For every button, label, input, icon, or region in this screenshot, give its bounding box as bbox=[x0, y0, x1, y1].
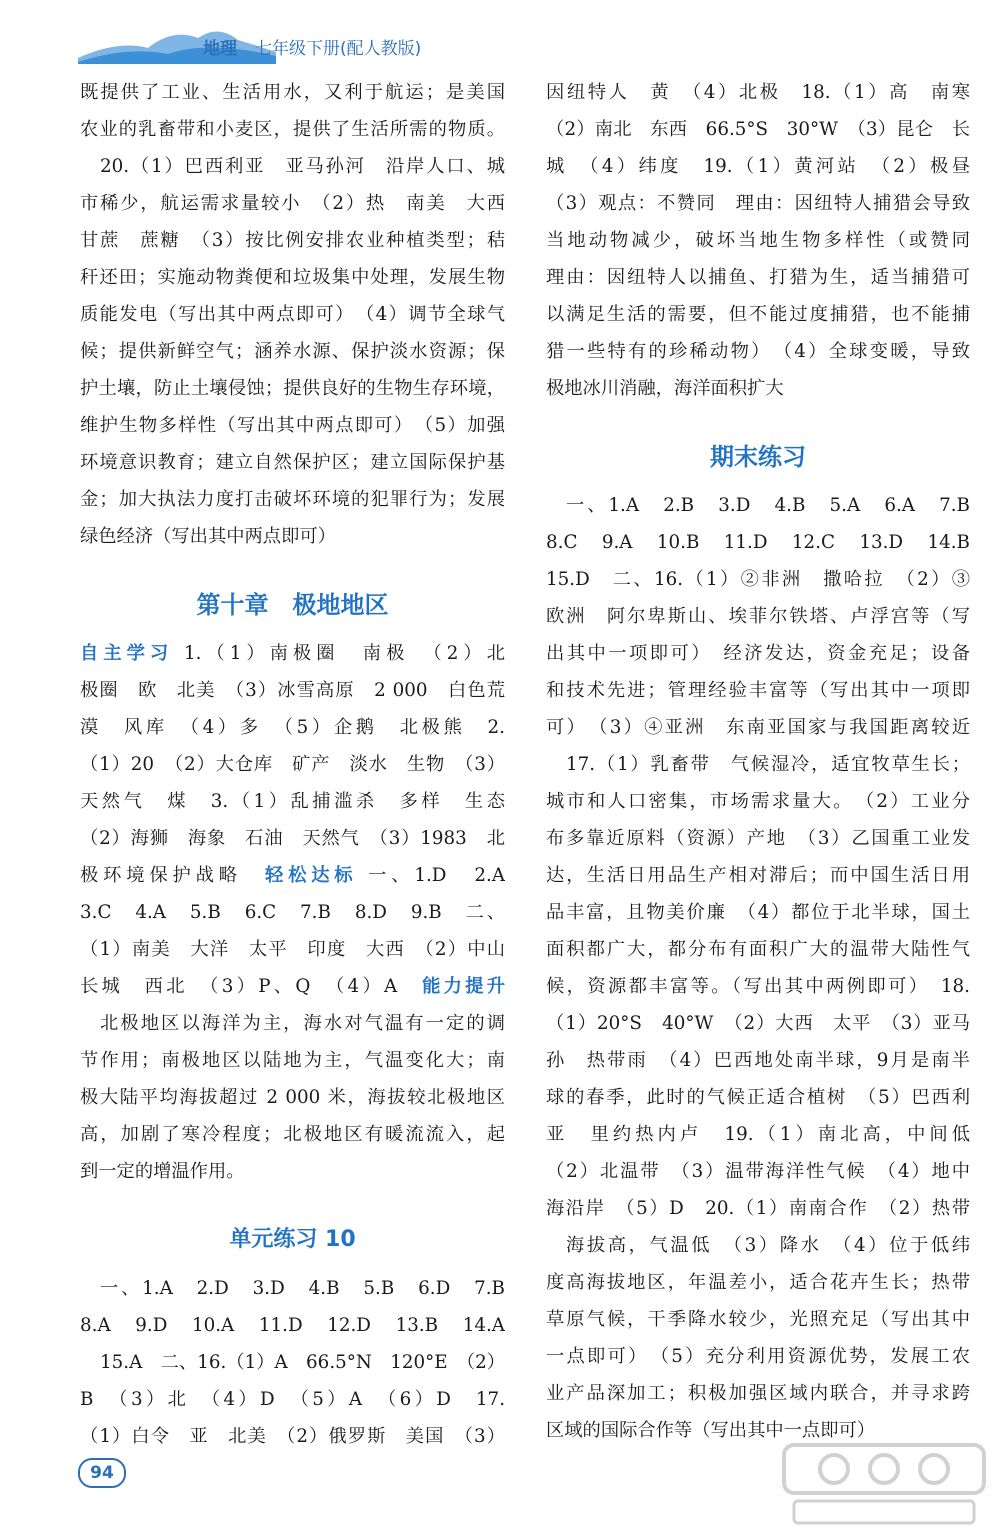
text-line: 孙 热带雨 （4）巴西地处南半球，9月是南半 bbox=[546, 1050, 970, 1071]
text-line: 球的春季，此时的气候正适合植树 （5）巴西利 bbox=[546, 1087, 970, 1108]
text-line bbox=[80, 968, 505, 1005]
text-line bbox=[80, 857, 505, 894]
text-line: 护土壤，防止土壤侵蚀；提供良好的生物生存环境， bbox=[80, 378, 505, 399]
text-line: 亚 里约热内卢 19.（1）南北高，中间低 bbox=[546, 1124, 970, 1145]
text-line: 天然气 煤 3.（1）乱捕滥杀 多样 生态 bbox=[80, 791, 505, 812]
text-line: 城 （4）纬度 19.（1）黄河站 （2）极昼 bbox=[546, 156, 970, 177]
page-header bbox=[0, 0, 1000, 70]
text-line: 和技术先进；管理经验丰富等（写出其中一项即 bbox=[546, 680, 970, 701]
text-line: 区域的国际合作等（写出其中一点即可） bbox=[546, 1420, 876, 1441]
text-line: 可） （3）④亚洲 东南亚国家与我国距离较近 bbox=[546, 717, 970, 738]
text-span: 一、1.D 2.A bbox=[357, 865, 505, 886]
text-line: 达，生活日用品生产相对滞后；而中国生活日用 bbox=[546, 865, 970, 886]
text-line bbox=[80, 635, 505, 672]
text-line: 业产品深加工；积极加强区域内联合，并寻求跨 bbox=[546, 1383, 970, 1404]
text-line: 17.（1）乳畜带 气候湿冷，适宜牧草生长； bbox=[566, 754, 970, 775]
text-line: 到一定的增温作用。 bbox=[80, 1161, 245, 1182]
label-qingsong-dabiao: 轻松达标 bbox=[264, 865, 358, 886]
header-title bbox=[203, 34, 421, 59]
text-line: 既提供了工业、生活用水，又利于航运；是美国 bbox=[80, 82, 505, 103]
text-line: 欧洲 阿尔卑斯山、埃菲尔铁塔、卢浮宫等（写 bbox=[546, 606, 970, 627]
text-line: 绿色经济（写出其中两点即可） bbox=[80, 526, 336, 547]
right-column bbox=[546, 74, 970, 1449]
text-line: 秆还田；实施动物粪便和垃圾集中处理，发展生物 bbox=[80, 267, 505, 288]
text-line: 面积都广大，都分布有面积广大的温带大陆性气 bbox=[546, 939, 970, 960]
text-span: 1.（1）南极圈 南极 （2）北 bbox=[173, 643, 505, 664]
text-line: 一点即可） （5）充分利用资源优势，发展工农 bbox=[546, 1346, 970, 1367]
text-line: 海拔高，气温低 （3）降水 （4）位于低纬 bbox=[566, 1235, 970, 1256]
text-line: B （3）北 （4）D （5）A （6）D 17. bbox=[80, 1389, 505, 1410]
text-line: 理由：因纽特人以捕鱼、打猎为生，适当捕猎可 bbox=[546, 267, 970, 288]
text-line: 20.（1）巴西利亚 亚马孙河 沿岸人口、城 bbox=[100, 156, 505, 177]
chapter-10-title: 第十章 极地地区 bbox=[196, 591, 389, 619]
text-line: 一、1.A 2.B 3.D 4.B 5.A 6.A 7.B bbox=[566, 495, 970, 516]
text-line: 布多靠近原料（资源）产地 （3）乙国重工业发 bbox=[546, 828, 970, 849]
header-grade: 七年级下册(配人教版) bbox=[255, 39, 422, 59]
text-line: 度高海拔地区，年温差小，适合花卉生长；热带 bbox=[546, 1272, 970, 1293]
text-line: 环境意识教育；建立自然保护区；建立国际保护基 bbox=[80, 452, 505, 473]
text-line: 草原气候，干季降水较少，光照充足（写出其中 bbox=[546, 1309, 970, 1330]
text-line: 市稀少，航运需求量较小 （2）热 南美 大西 bbox=[80, 193, 505, 214]
text-line: 海沿岸 （5）D 20.（1）南南合作 （2）热带 bbox=[546, 1198, 970, 1219]
text-line: （1）20 （2）大仓库 矿产 淡水 生物 （3） bbox=[80, 754, 505, 775]
text-line: （2）北温带 （3）温带海洋性气候 （4）地中 bbox=[546, 1161, 970, 1182]
text-line: 极圈 欧 北美 （3）冰雪高原 2 000 白色荒 bbox=[80, 680, 505, 701]
text-line: 猎一些特有的珍稀动物） （4）全球变暖，导致 bbox=[546, 341, 970, 362]
text-line: 8.C 9.A 10.B 11.D 12.C 13.D 14.B bbox=[546, 532, 970, 553]
text-line: 出其中一项即可） 经济发达，资金充足；设备 bbox=[546, 643, 970, 664]
text-line: （1）白令 亚 北美 （2）俄罗斯 美国 （3） bbox=[80, 1426, 505, 1447]
text-line: （1）南美 大洋 太平 印度 大西 （2）中山 bbox=[80, 939, 505, 960]
header-subject: 地理 bbox=[203, 39, 237, 59]
text-line: 农业的乳畜带和小麦区，提供了生活所需的物质。 bbox=[80, 119, 505, 140]
text-line: （2）南北 东西 66.5°S 30°W （3）昆仑 长 bbox=[546, 119, 970, 140]
text-line: 高，加剧了寒冷程度；北极地区有暖流流入，起 bbox=[80, 1124, 505, 1145]
text-line: 维护生物多样性（写出其中两点即可） （5）加强 bbox=[80, 415, 505, 436]
watermark-logo-icon bbox=[774, 1439, 994, 1529]
left-column bbox=[80, 74, 505, 1455]
text-line: （3）观点：不赞同 理由：因纽特人捕猎会导致 bbox=[546, 193, 970, 214]
text-line: 候，资源都丰富等。（写出其中两例即可） 18. bbox=[546, 976, 970, 997]
text-line: 候；提供新鲜空气；涵养水源、保护淡水资源；保 bbox=[80, 341, 505, 362]
label-zizhu-xuexi: 自主学习 bbox=[80, 643, 174, 664]
text-line: 质能发电（写出其中两点即可） （4）调节全球气 bbox=[80, 304, 505, 325]
text-line: 节作用；南极地区以陆地为主，气温变化大；南 bbox=[80, 1050, 505, 1071]
text-line: 以满足生活的需要，但不能过度捕猎，也不能捕 bbox=[546, 304, 970, 325]
text-line: （1）20°S 40°W （2）大西 太平 （3）亚马 bbox=[546, 1013, 970, 1034]
text-line: 一、1.A 2.D 3.D 4.B 5.B 6.D 7.B bbox=[100, 1278, 505, 1299]
text-line: 甘蔗 蔗糖 （3）按比例安排农业种植类型；秸 bbox=[80, 230, 505, 251]
text-line: 北极地区以海洋为主，海水对气温有一定的调 bbox=[100, 1013, 505, 1034]
text-line: 15.A 二、16.（1）A 66.5°N 120°E （2） bbox=[100, 1352, 505, 1373]
label-nengli-tisheng: 能力提升 bbox=[422, 976, 505, 997]
page-number: 94 bbox=[78, 1458, 126, 1488]
text-line: 8.A 9.D 10.A 11.D 12.D 13.B 14.A bbox=[80, 1315, 505, 1336]
text-line: 金；加大执法力度打击破坏环境的犯罪行为；发展 bbox=[80, 489, 505, 510]
text-line: 极地冰川消融，海洋面积扩大 bbox=[546, 378, 784, 399]
unit-10-title: 单元练习 10 bbox=[229, 1227, 356, 1252]
text-line: 极大陆平均海拔超过 2 000 米，海拔较北极地区 bbox=[80, 1087, 505, 1108]
text-line: 城市和人口密集，市场需求量大。 （2）工业分 bbox=[546, 791, 970, 812]
final-exercise-title: 期末练习 bbox=[710, 443, 806, 471]
text-line: 3.C 4.A 5.B 6.C 7.B 8.D 9.B 二、 bbox=[80, 902, 505, 923]
text-span: 长城 西北 （3）P、Q （4）A bbox=[80, 976, 398, 997]
text-line: 15.D 二、16.（1）②非洲 撒哈拉 （2）③ bbox=[546, 569, 970, 590]
text-line: 因纽特人 黄 （4）北极 18.（1）高 南寒 bbox=[546, 82, 970, 103]
text-span: 极环境保护战略 bbox=[80, 865, 242, 886]
text-line: 漠 风库 （4）多 （5）企鹅 北极熊 2. bbox=[80, 717, 505, 738]
text-line: 当地动物减少，破坏当地生物多样性（或赞同 bbox=[546, 230, 970, 251]
text-line: （2）海狮 海象 石油 天然气 （3）1983 北 bbox=[80, 828, 505, 849]
left-answers-block bbox=[80, 74, 505, 555]
text-line: 品丰富，且物美价廉 （4）都位于北半球，国土 bbox=[546, 902, 970, 923]
